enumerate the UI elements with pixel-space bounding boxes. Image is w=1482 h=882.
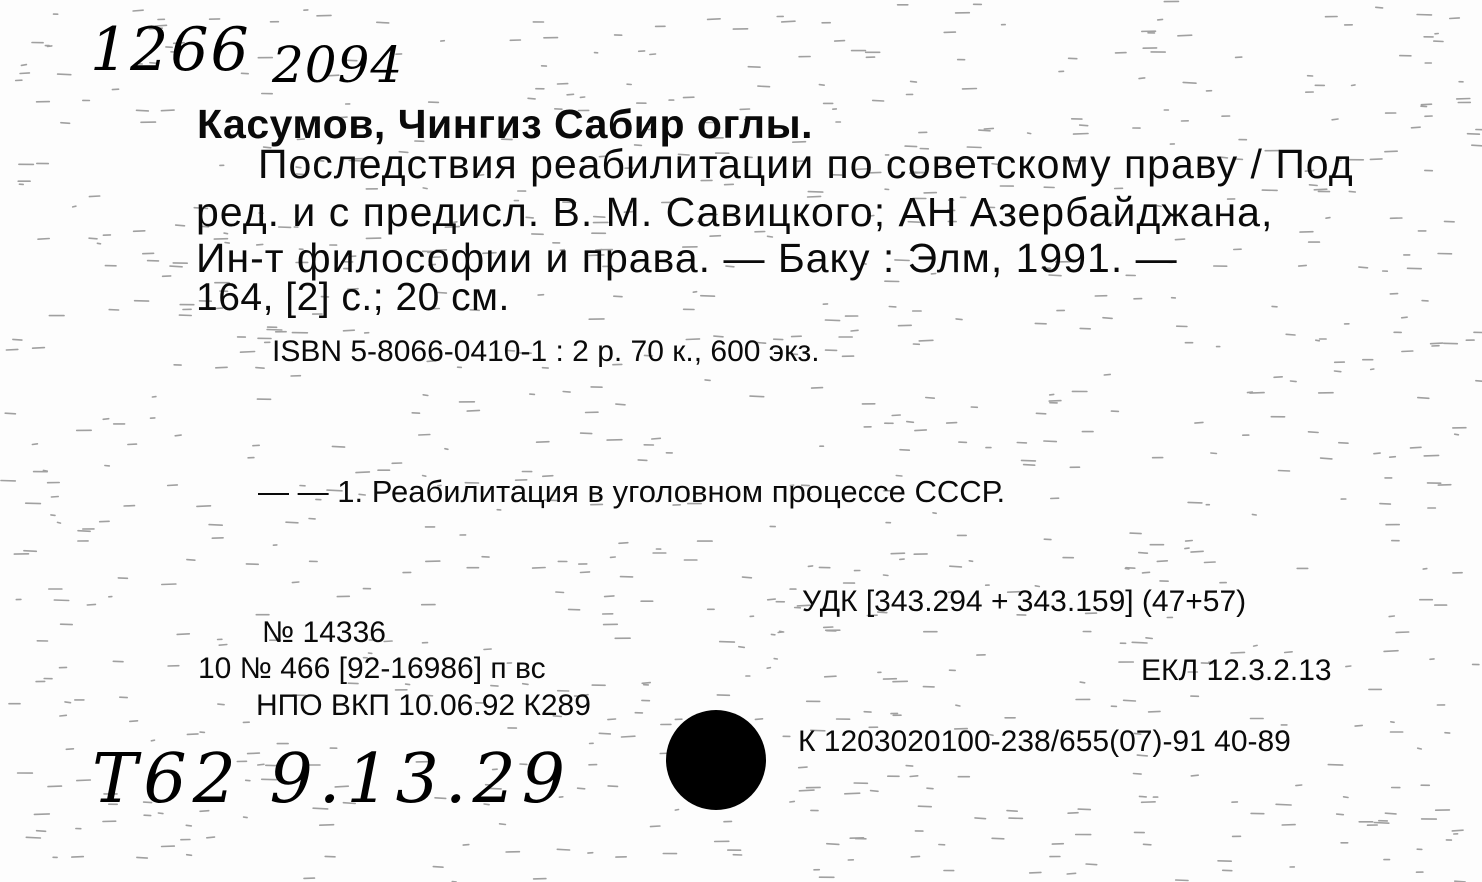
noise-dash bbox=[1049, 401, 1061, 402]
noise-dash bbox=[557, 849, 569, 850]
noise-dash bbox=[130, 721, 138, 722]
noise-dash bbox=[1143, 572, 1150, 573]
noise-dash bbox=[1376, 7, 1383, 8]
noise-dash bbox=[1346, 666, 1351, 667]
noise-dash bbox=[1390, 457, 1396, 458]
noise-dash bbox=[1291, 381, 1297, 382]
noise-dash bbox=[1036, 413, 1045, 414]
noise-dash bbox=[267, 330, 282, 331]
noise-dash bbox=[1332, 119, 1338, 120]
noise-dash bbox=[491, 686, 498, 687]
noise-dash bbox=[1191, 775, 1198, 776]
noise-dash bbox=[65, 702, 71, 703]
noise-dash bbox=[1299, 265, 1307, 266]
noise-dash bbox=[1424, 455, 1438, 456]
noise-dash bbox=[500, 824, 506, 825]
noise-dash bbox=[187, 734, 198, 735]
noise-dash bbox=[37, 831, 46, 832]
noise-dash bbox=[1349, 191, 1355, 192]
noise-dash bbox=[58, 74, 71, 75]
noise-dash bbox=[89, 196, 99, 197]
noise-dash bbox=[1431, 343, 1443, 344]
noise-dash bbox=[73, 206, 76, 207]
noise-dash bbox=[790, 801, 794, 802]
noise-dash bbox=[845, 793, 860, 794]
noise-dash bbox=[1146, 638, 1152, 639]
noise-dash bbox=[616, 404, 625, 405]
noise-dash bbox=[927, 788, 933, 789]
noise-dash bbox=[32, 444, 37, 445]
noise-dash bbox=[1468, 134, 1480, 135]
noise-dash bbox=[825, 676, 836, 677]
noise-dash bbox=[1472, 145, 1482, 146]
noise-dash bbox=[819, 85, 824, 86]
noise-dash bbox=[445, 449, 448, 450]
noise-dash bbox=[911, 856, 919, 857]
noise-dash bbox=[705, 380, 710, 381]
noise-dash bbox=[1374, 823, 1389, 824]
inventory-number: № 14336 bbox=[262, 616, 386, 649]
noise-dash bbox=[808, 566, 812, 567]
noise-dash bbox=[1030, 872, 1041, 873]
noise-dash bbox=[918, 806, 931, 807]
handwritten-number-secondary: 2094 bbox=[272, 36, 404, 94]
noise-dash bbox=[992, 838, 1004, 839]
noise-dash bbox=[979, 130, 990, 131]
noise-dash bbox=[54, 600, 68, 601]
noise-dash bbox=[528, 98, 535, 99]
noise-dash bbox=[1254, 645, 1258, 646]
noise-dash bbox=[1402, 351, 1413, 352]
noise-dash bbox=[134, 231, 145, 232]
noise-dash bbox=[1450, 18, 1460, 19]
noise-dash bbox=[1157, 561, 1167, 562]
noise-dash bbox=[286, 522, 298, 523]
noise-dash bbox=[60, 715, 66, 716]
noise-dash bbox=[1335, 371, 1341, 372]
noise-dash bbox=[356, 472, 369, 473]
description-line: Последствия реабилитации по советскому праву / Под bbox=[258, 141, 1354, 187]
isbn-line: ISBN 5-8066-0410-1 : 2 р. 70 к., 600 экз. bbox=[272, 335, 820, 368]
noise-dash bbox=[344, 330, 355, 331]
noise-dash bbox=[622, 736, 635, 737]
noise-dash bbox=[650, 54, 656, 55]
noise-dash bbox=[1384, 651, 1398, 652]
noise-dash bbox=[956, 319, 962, 320]
noise-dash bbox=[919, 340, 933, 341]
noise-dash bbox=[1186, 541, 1193, 542]
noise-dash bbox=[605, 596, 614, 597]
noise-dash bbox=[197, 506, 211, 507]
noise-dash bbox=[1195, 422, 1203, 423]
noise-dash bbox=[1103, 318, 1112, 319]
noise-dash bbox=[207, 837, 215, 838]
noise-dash bbox=[34, 814, 49, 815]
noise-dash bbox=[782, 21, 795, 22]
noise-dash bbox=[21, 65, 26, 66]
noise-dash bbox=[241, 352, 255, 353]
noise-dash bbox=[950, 566, 962, 567]
noise-dash bbox=[175, 435, 181, 436]
noise-dash bbox=[638, 460, 647, 461]
noise-dash bbox=[1074, 134, 1089, 135]
noise-dash bbox=[1024, 465, 1035, 466]
noise-dash bbox=[825, 320, 839, 321]
noise-dash bbox=[614, 296, 622, 297]
noise-dash bbox=[13, 339, 22, 340]
noise-dash bbox=[835, 41, 845, 42]
noise-dash bbox=[1316, 340, 1320, 341]
noise-dash bbox=[799, 767, 807, 768]
noise-dash bbox=[1231, 652, 1245, 653]
noise-dash bbox=[58, 522, 61, 523]
noise-dash bbox=[755, 719, 762, 720]
noise-dash bbox=[1374, 453, 1380, 454]
noise-dash bbox=[778, 632, 782, 633]
noise-dash bbox=[1104, 374, 1110, 375]
noise-dash bbox=[1355, 725, 1362, 726]
noise-dash bbox=[1359, 267, 1368, 268]
noise-dash bbox=[1314, 189, 1327, 190]
noise-dash bbox=[89, 238, 97, 239]
noise-dash bbox=[693, 292, 696, 293]
noise-dash bbox=[377, 22, 389, 23]
noise-dash bbox=[1389, 616, 1394, 617]
noise-dash bbox=[1050, 394, 1054, 395]
noise-dash bbox=[1080, 125, 1088, 126]
udk-code: УДК [343.294 + 343.159] (47+57) bbox=[802, 585, 1247, 618]
noise-dash bbox=[87, 604, 95, 605]
noise-dash bbox=[911, 81, 917, 82]
noise-dash bbox=[1149, 711, 1160, 712]
noise-dash bbox=[758, 86, 770, 87]
noise-dash bbox=[1339, 443, 1348, 444]
noise-dash bbox=[51, 497, 58, 498]
noise-dash bbox=[556, 592, 564, 593]
noise-dash bbox=[61, 123, 70, 124]
handwritten-number: 1266 bbox=[90, 15, 251, 85]
k-code: К 1203020100-238/655(07)-91 40-89 bbox=[798, 725, 1291, 758]
noise-dash bbox=[1402, 317, 1407, 318]
noise-dash bbox=[1078, 809, 1090, 810]
noise-dash bbox=[1337, 814, 1344, 815]
noise-dash bbox=[910, 776, 918, 777]
noise-dash bbox=[1158, 19, 1163, 20]
noise-dash bbox=[884, 575, 888, 576]
npo-line: НПО ВКП 10.06.92 К289 bbox=[256, 689, 591, 722]
noise-dash bbox=[701, 296, 715, 297]
noise-dash bbox=[1130, 533, 1141, 534]
handwritten-shelf-code: Т62 9.13.29 bbox=[92, 740, 572, 819]
noise-dash bbox=[599, 733, 610, 734]
noise-dash bbox=[1455, 434, 1459, 435]
noise-dash bbox=[1452, 830, 1463, 831]
noise-dash bbox=[72, 857, 84, 858]
noise-dash bbox=[6, 349, 17, 350]
noise-dash bbox=[33, 348, 45, 349]
noise-dash bbox=[1067, 873, 1075, 874]
noise-dash bbox=[187, 855, 192, 856]
noise-dash bbox=[1279, 471, 1290, 472]
noise-dash bbox=[419, 435, 430, 436]
noise-dash bbox=[873, 100, 884, 101]
noise-dash bbox=[906, 766, 913, 767]
noise-dash bbox=[1252, 514, 1256, 515]
noise-dash bbox=[332, 446, 344, 447]
noise-dash bbox=[1396, 632, 1409, 633]
noise-dash bbox=[537, 442, 549, 443]
ekl-code: ЕКЛ 12.3.2.13 bbox=[1141, 654, 1332, 687]
noise-dash bbox=[748, 67, 760, 68]
noise-dash bbox=[1142, 802, 1156, 803]
noise-dash bbox=[1421, 104, 1431, 105]
noise-dash bbox=[739, 647, 745, 648]
noise-dash bbox=[956, 705, 960, 706]
description-line: ред. и с предисл. В. М. Савицкого; АН Азербайджана, bbox=[196, 189, 1274, 235]
noise-dash bbox=[767, 668, 770, 669]
noise-dash bbox=[578, 788, 585, 789]
subject-heading: — — 1. Реабилитация в уголовном процессе СССР. bbox=[258, 474, 1006, 509]
noise-dash bbox=[1139, 553, 1148, 554]
noise-dash bbox=[907, 422, 914, 423]
noise-dash bbox=[892, 415, 900, 416]
noise-dash bbox=[1068, 813, 1078, 814]
noise-dash bbox=[652, 438, 661, 439]
noise-dash bbox=[651, 826, 660, 827]
noise-dash bbox=[463, 845, 469, 846]
noise-dash bbox=[1328, 765, 1342, 766]
noise-dash bbox=[915, 430, 926, 431]
noise-dash bbox=[1326, 218, 1330, 219]
noise-dash bbox=[423, 395, 428, 396]
description-line: 164, [2] с.; 20 см. bbox=[196, 276, 510, 319]
noise-dash bbox=[1139, 78, 1145, 79]
noise-dash bbox=[1211, 453, 1217, 454]
noise-dash bbox=[750, 396, 764, 397]
noise-dash bbox=[187, 560, 195, 561]
noise-dash bbox=[1352, 85, 1355, 86]
noise-dash bbox=[1188, 502, 1202, 503]
noise-dash bbox=[48, 786, 62, 787]
noise-dash bbox=[619, 543, 628, 544]
noise-dash bbox=[216, 367, 227, 368]
noise-dash bbox=[608, 786, 617, 787]
noise-dash bbox=[984, 128, 993, 129]
noise-dash bbox=[162, 584, 176, 585]
noise-dash bbox=[1380, 504, 1391, 505]
noise-dash bbox=[103, 419, 109, 420]
noise-dash bbox=[1178, 35, 1192, 36]
noise-dash bbox=[20, 73, 29, 74]
noise-dash bbox=[708, 19, 721, 20]
noise-dash bbox=[1418, 748, 1422, 749]
noise-dash bbox=[871, 791, 878, 792]
noise-dash bbox=[1140, 796, 1147, 797]
noise-dash bbox=[1125, 568, 1129, 569]
noise-dash bbox=[24, 551, 36, 552]
noise-dash bbox=[1411, 447, 1422, 448]
noise-dash bbox=[642, 683, 650, 684]
noise-dash bbox=[137, 857, 147, 858]
noise-dash bbox=[581, 572, 590, 573]
noise-dash bbox=[1007, 811, 1017, 812]
noise-dash bbox=[133, 10, 143, 11]
noise-dash bbox=[975, 818, 986, 819]
noise-dash bbox=[533, 568, 546, 569]
noise-dash bbox=[567, 94, 573, 95]
noise-dash bbox=[1080, 682, 1085, 683]
description-line: Ин-т философии и права. — Баку : Элм, 1991. — bbox=[196, 235, 1178, 281]
noise-dash bbox=[581, 433, 592, 434]
noise-dash bbox=[743, 577, 752, 578]
noise-dash bbox=[1044, 441, 1056, 442]
noise-dash bbox=[186, 825, 191, 826]
noise-dash bbox=[1423, 569, 1427, 570]
record-line: 10 № 466 [92-16986] п вс bbox=[198, 652, 546, 685]
noise-dash bbox=[26, 837, 40, 838]
noise-dash bbox=[292, 582, 298, 583]
noise-dash bbox=[78, 531, 90, 532]
noise-dash bbox=[1321, 458, 1332, 459]
noise-dash bbox=[170, 266, 182, 267]
punch-hole bbox=[666, 710, 766, 810]
author-heading: Касумов, Чингиз Сабир оглы. bbox=[197, 101, 813, 147]
noise-dash bbox=[947, 423, 957, 424]
noise-dash bbox=[1418, 398, 1429, 399]
noise-dash bbox=[608, 719, 616, 720]
noise-dash bbox=[1183, 82, 1196, 83]
noise-dash bbox=[969, 561, 972, 562]
noise-dash bbox=[1412, 127, 1421, 128]
noise-dash bbox=[1276, 804, 1291, 805]
noise-dash bbox=[768, 599, 776, 600]
noise-dash bbox=[891, 553, 904, 554]
noise-dash bbox=[177, 634, 189, 635]
noise-dash bbox=[900, 450, 909, 451]
noise-dash bbox=[1285, 652, 1292, 653]
noise-dash bbox=[851, 330, 858, 331]
noise-dash bbox=[1086, 864, 1097, 865]
noise-dash bbox=[433, 867, 443, 868]
noise-dash bbox=[1385, 813, 1396, 814]
noise-dash bbox=[256, 368, 264, 369]
noise-dash bbox=[5, 413, 15, 414]
noise-dash bbox=[1250, 393, 1264, 394]
noise-dash bbox=[66, 749, 73, 750]
noise-dash bbox=[827, 844, 839, 845]
noise-dash bbox=[176, 225, 185, 226]
noise-dash bbox=[467, 410, 479, 411]
noise-dash bbox=[1191, 551, 1203, 552]
noise-dash bbox=[161, 110, 174, 111]
noise-dash bbox=[1185, 548, 1189, 549]
noise-dash bbox=[38, 239, 49, 240]
noise-dash bbox=[675, 810, 678, 811]
noise-dash bbox=[137, 110, 149, 111]
noise-dash bbox=[484, 649, 491, 650]
noise-dash bbox=[812, 388, 823, 389]
noise-dash bbox=[1370, 159, 1382, 160]
noise-dash bbox=[218, 704, 224, 705]
noise-dash bbox=[51, 515, 55, 516]
noise-dash bbox=[1022, 460, 1036, 461]
noise-dash bbox=[1371, 369, 1374, 370]
noise-dash bbox=[720, 642, 735, 643]
noise-dash bbox=[799, 790, 814, 791]
noise-dash bbox=[1028, 133, 1031, 134]
noise-dash bbox=[77, 780, 91, 781]
noise-dash bbox=[1385, 151, 1397, 152]
noise-dash bbox=[320, 825, 334, 826]
noise-dash bbox=[209, 525, 222, 526]
noise-dash bbox=[97, 243, 100, 244]
noise-dash bbox=[1205, 562, 1216, 563]
noise-dash bbox=[1391, 722, 1394, 723]
noise-dash bbox=[1132, 642, 1147, 643]
noise-dash bbox=[926, 398, 935, 399]
noise-dash bbox=[47, 46, 51, 47]
noise-dash bbox=[563, 392, 570, 393]
noise-dash bbox=[1176, 880, 1188, 881]
noise-dash bbox=[1296, 785, 1302, 786]
noise-dash bbox=[1344, 797, 1348, 798]
noise-dash bbox=[168, 485, 178, 486]
noise-dash bbox=[1134, 774, 1142, 775]
noise-dash bbox=[219, 645, 227, 646]
noise-dash bbox=[933, 513, 936, 514]
noise-dash bbox=[1286, 334, 1295, 335]
noise-dash bbox=[1309, 432, 1319, 433]
noise-dash bbox=[1124, 700, 1136, 701]
noise-dash bbox=[1274, 377, 1282, 378]
noise-dash bbox=[1476, 381, 1482, 382]
noise-dash bbox=[1144, 844, 1151, 845]
